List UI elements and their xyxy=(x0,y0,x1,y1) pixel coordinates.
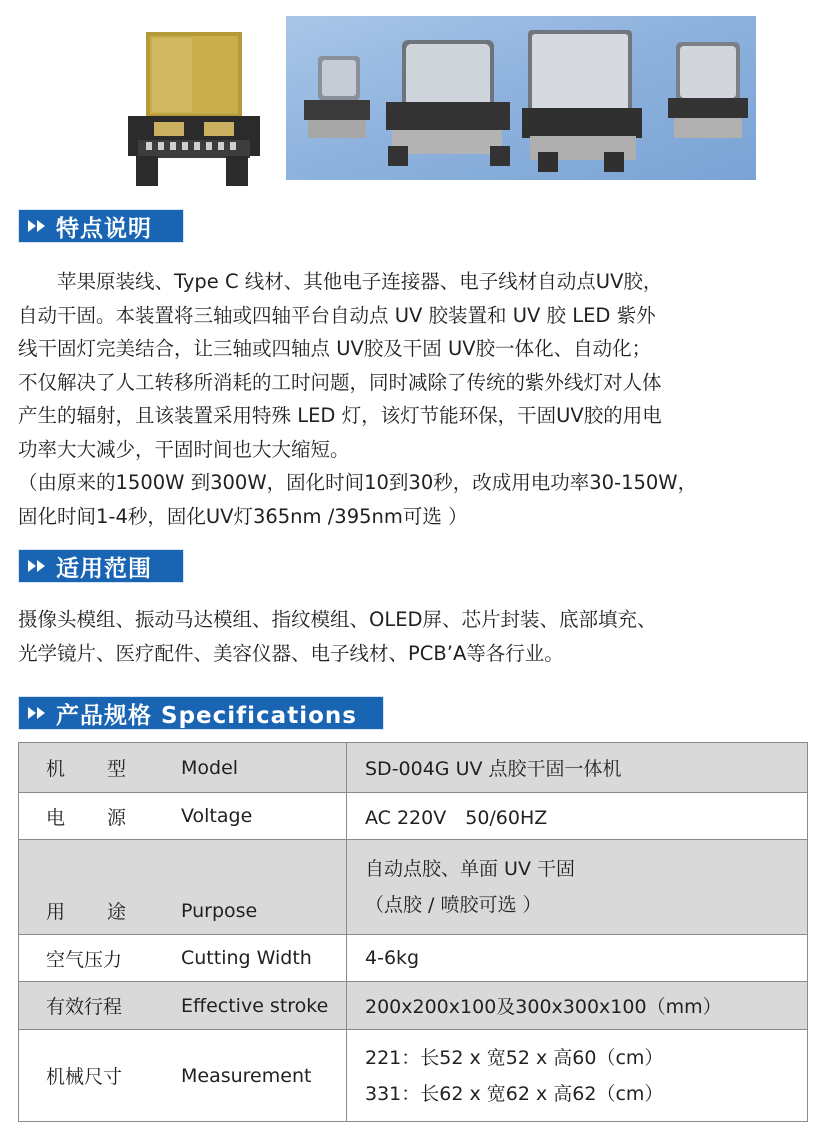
spec-value: （点胶 / 喷胶可选 ） xyxy=(365,894,542,916)
spec-value: 331：长62 x 宽62 x 高62（cm） xyxy=(365,1082,664,1105)
spec-label-cell xyxy=(19,935,347,982)
specs-title: 产品规格 Specifications xyxy=(56,702,357,729)
spec-label-cn: 空气压力 xyxy=(46,948,123,971)
spec-value-cell xyxy=(347,935,808,982)
single-connector-photo xyxy=(126,28,262,186)
features-line: （由原来的1500W 到300W，固化时间10到30秒，改成用电功率30-150W， xyxy=(18,471,698,494)
scope-header xyxy=(18,549,184,583)
table-row xyxy=(19,840,808,935)
features-line: 线干固灯完美结合，让三轴或四轴点 UV胶及干固 UV胶一体化、自动化； xyxy=(18,337,652,360)
scope-paragraph xyxy=(18,603,808,670)
spec-label-cell xyxy=(19,743,347,793)
spec-label-cell xyxy=(19,1030,347,1122)
double-chevron-right-icon xyxy=(18,705,56,721)
features-line: 自动干固。本装置将三轴或四轴平台自动点 UV 胶装置和 UV 胶 LED 紫外 xyxy=(18,303,656,327)
spec-label-cn: 用 xyxy=(46,901,66,923)
spec-value: 4-6kg xyxy=(365,947,420,969)
spec-label-en: Effective stroke xyxy=(181,994,329,1017)
spec-label-cn: 电 xyxy=(46,806,66,829)
table-row xyxy=(19,1030,808,1122)
features-line: 苹果原装线、Type C 线材、其他电子连接器、电子线材自动点UV胶， xyxy=(18,270,663,293)
spec-value: 200x200x100及300x300x100（mm） xyxy=(365,996,722,1018)
spec-value: SD-004G UV 点胶干固一体机 xyxy=(365,758,622,780)
features-line: 功率大大减少，干固时间也大大缩短。 xyxy=(18,437,350,461)
table-row xyxy=(19,982,808,1030)
table-row xyxy=(19,743,808,793)
scope-title: 适用范围 xyxy=(56,555,152,582)
spec-label-cell xyxy=(19,840,347,935)
scope-line: 光学镜片、医疗配件、美容仪器、电子线材、PCB’A等各行业。 xyxy=(18,641,564,665)
spec-label-cn: 机械尺寸 xyxy=(46,1066,123,1088)
spec-label-cn: 型 xyxy=(106,758,126,780)
specs-header xyxy=(18,696,384,730)
spec-value-cell xyxy=(347,840,808,935)
spec-label-cn: 途 xyxy=(106,901,126,923)
spec-value: 221：长52 x 宽52 x 高60（cm） xyxy=(365,1046,664,1069)
features-title: 特点说明 xyxy=(56,215,152,242)
spec-value-cell xyxy=(347,982,808,1030)
features-line: 固化时间1-4秒，固化UV灯365nm /395nm可选 ） xyxy=(18,504,468,528)
spec-label-cn: 源 xyxy=(106,806,126,829)
spec-value-cell xyxy=(347,1030,808,1122)
spec-value: 自动点胶、单面 UV 干固 xyxy=(365,858,575,880)
table-row xyxy=(19,793,808,840)
features-paragraph xyxy=(18,265,808,533)
spec-label-cn: 机 xyxy=(46,758,66,780)
features-line: 产生的辐射，且该装置采用特殊 LED 灯，该灯节能环保，干固UV胶的用电 xyxy=(18,404,662,427)
table-row xyxy=(19,935,808,982)
spec-label-cell xyxy=(19,982,347,1030)
spec-label-cn: 有效行程 xyxy=(46,996,123,1018)
scope-line: 摄像头模组、振动马达模组、指纹模组、OLED屏、芯片封装、底部填充、 xyxy=(18,608,657,631)
features-header xyxy=(18,209,184,243)
spec-label-en: Model xyxy=(181,756,239,779)
spec-label-en: Purpose xyxy=(181,899,258,922)
connector-group-photo xyxy=(286,16,756,180)
specifications-table xyxy=(18,742,808,1122)
spec-label-en: Voltage xyxy=(181,805,253,827)
features-line: 不仅解决了人工转移所消耗的工时问题，同时减除了传统的紫外线灯对人体 xyxy=(18,370,662,394)
spec-label-cell xyxy=(19,793,347,840)
spec-label-en: Measurement xyxy=(181,1064,312,1087)
spec-value: AC 220V 50/60HZ xyxy=(365,806,548,829)
spec-value-cell xyxy=(347,793,808,840)
double-chevron-right-icon xyxy=(18,218,56,234)
spec-label-en: Cutting Width xyxy=(181,947,312,969)
double-chevron-right-icon xyxy=(18,558,56,574)
spec-value-cell xyxy=(347,743,808,793)
